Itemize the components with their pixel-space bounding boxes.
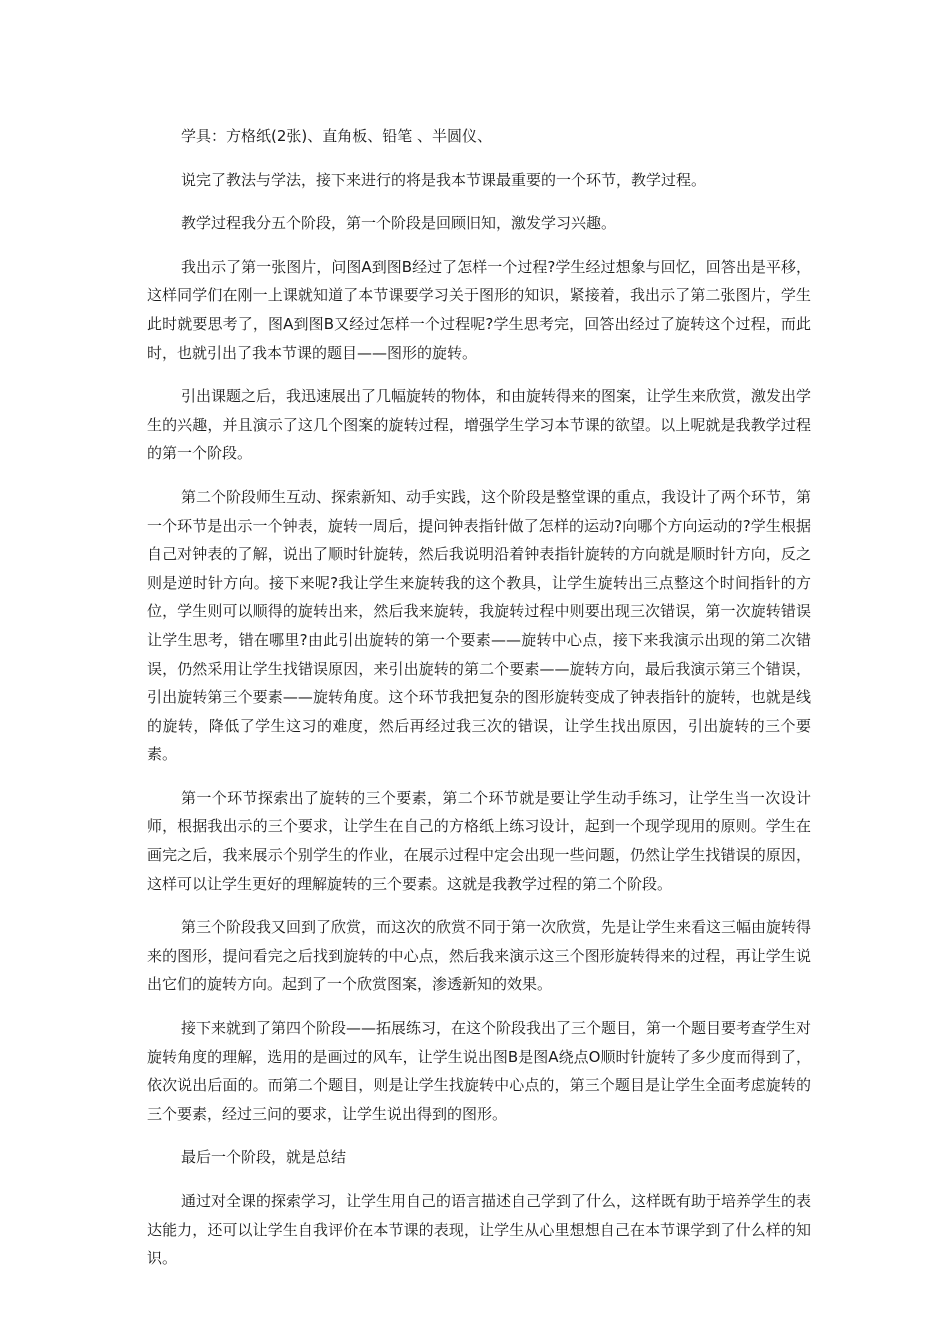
paragraph-supplies: 学具：方格纸(2张)、直角板、铅笔 、半圆仪、: [181, 127, 493, 145]
paragraph-stage-one-appreciation: 引出课题之后，我迅速展出了几幅旋转的物体，和由旋转得来的图案，让学生来欣赏，激发出学生的兴趣，并且演示了这几个图案的旋转过程，增强学生学习本节课的欲望。以上呢就是我教学过程的第一个阶段。: [147, 387, 812, 463]
document-body: [147, 122, 811, 1288]
paragraph-stage-two-part-two: 第一个环节探索出了旋转的三个要素，第二个环节就是要让学生动手练习，让学生当一次设计师，根据我出示的三个要求，让学生在自己的方格纸上练习设计，起到一个现学现用的原则。学生在画完之后，我来展示个别学生的作业，在展示过程中定会出现一些问题，仍然让学生找错误的原因，这样可以让学生更好的理解旋转的三个要素。这就是我教学过程的第二个阶段。: [147, 788, 811, 893]
paragraph-stage-four: 接下来就到了第四个阶段——拓展练习，在这个阶段我出了三个题目，第一个题目要考查学生对旋转角度的理解，选用的是画过的风车，让学生说出图B是图A绕点O顺时针旋转了多少度而得到了，依次说出后面的。而第二个题目，则是让学生找旋转中心点的，第三个题目是让学生全面考虑旋转的三个要素，经过三问的要求，让学生说出得到的图形。: [147, 1019, 812, 1123]
paragraph-overview: 教学过程我分五个阶段，第一个阶段是回顾旧知，激发学习兴趣。: [181, 214, 617, 233]
paragraph-summary: 通过对全课的探索学习，让学生用自己的语言描述自己学到了什么，这样既有助于培养学生的表达能力，还可以让学生自我评价在本节课的表现，让学生从心里想想自己在本节课学到了什么样的知识。: [147, 1192, 812, 1268]
paragraph-stage-three: 第三个阶段我又回到了欣赏，而这次的欣赏不同于第一次欣赏，先是让学生来看这三幅由旋转得来的图形，提问看完之后找到旋转的中心点，然后我来演示这三个图形旋转得来的过程，再让学生说出它们的旋转方向。起到了一个欣赏图案，渗透新知的效果。: [147, 918, 812, 994]
paragraph-stage-two-part-one: 第二个阶段师生互动、探索新知、动手实践，这个阶段是整堂课的重点，我设计了两个环节，第一个环节是出示一个钟表，旋转一周后，提问钟表指针做了怎样的运动?向哪个方向运动的?学生根据自己对钟表的了解，说出了顺时针旋转，然后我说明沿着钟表指针旋转的方向就是顺时针方向，反之则是逆时针方向。接下来呢?我让学生来旋转我的这个教具，让学生旋转出三点整这个时间指针的方位，学生则可以顺得的旋转出来，然后我来旋转，我旋转过程中则要出现三次错误，第一次旋转错误让学生思考，错在哪里?由此引出旋转的第一个要素——旋转中心点，接下来我演示出现的第二次错误，仍然采用让学生找错误原因，来引出旋转的第二个要素——旋转方向，最后我演示第三个错误，引出旋转第三个要素——旋转角度。这个环节我把复杂的图形旋转变成了钟表指针的旋转，也就是线的旋转，降低了学生这习的难度，然后再经过我三次的错误，让学生找出原因，引出旋转的三个要素。: [147, 487, 812, 764]
paragraph-transition: 说完了教法与学法，接下来进行的将是我本节课最重要的一个环节，教学过程。: [181, 170, 707, 189]
paragraph-final-stage: 最后一个阶段，就是总结: [181, 1148, 347, 1167]
paragraph-stage-one-intro: 我出示了第一张图片，问图A到图B经过了怎样一个过程?学生经过想象与回忆，回答出是平移，这样同学们在刚一上课就知道了本节课要学习关于图形的知识，紧接着，我出示了第二张图片，学生此时就要思考了，图A到图B又经过怎样一个过程呢?学生思考完，回答出经过了旋转这个过程，而此时，也就引出了我本节课的题目——图形的旋转。: [147, 257, 811, 362]
